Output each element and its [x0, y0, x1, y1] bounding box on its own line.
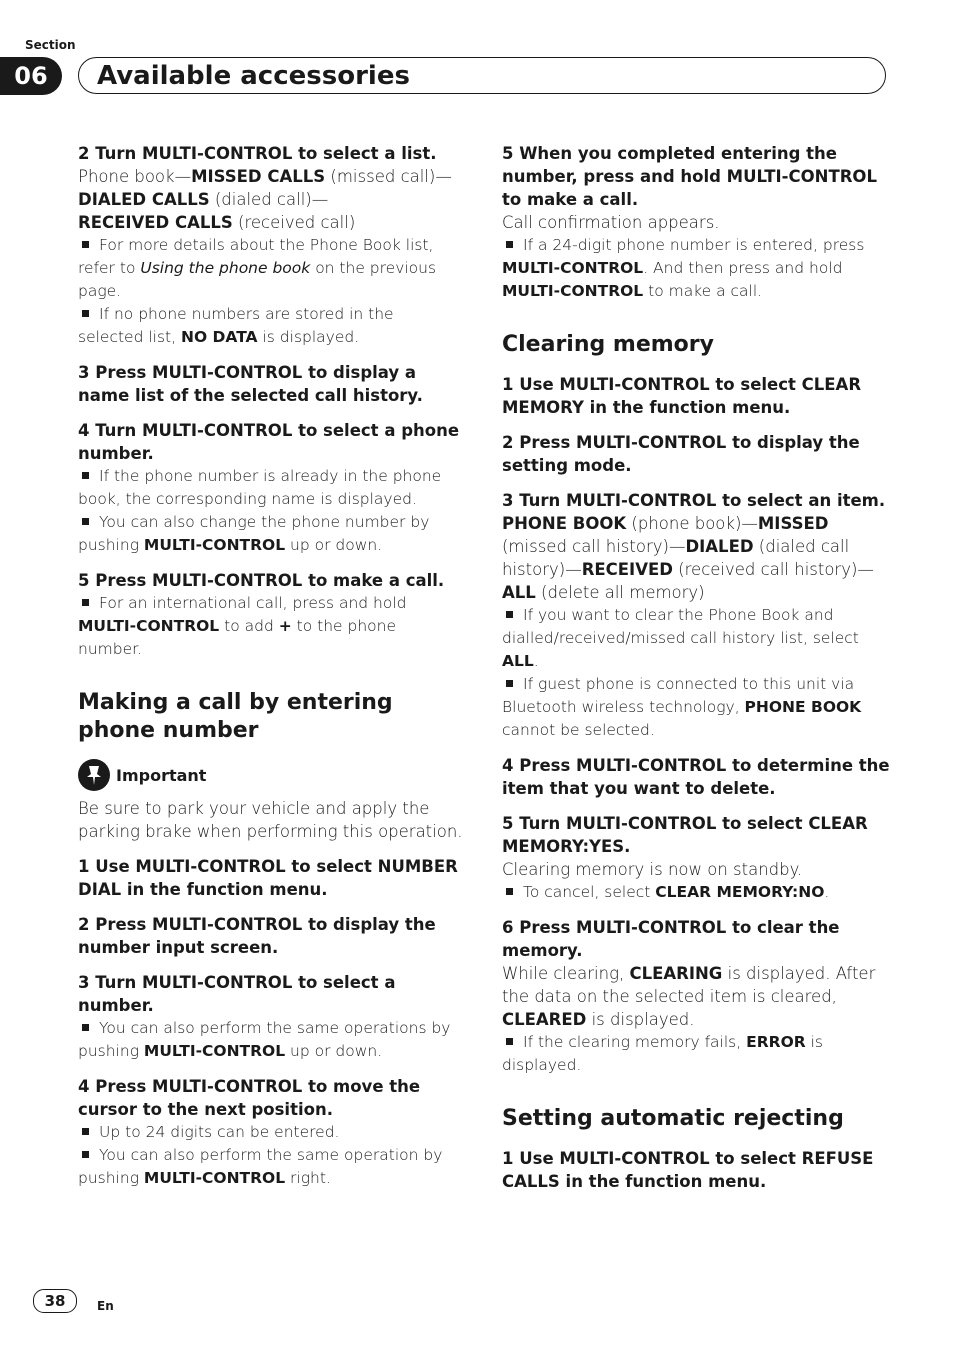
right-column	[502, 142, 894, 1205]
bullet-item: If the clearing memory fails, ERROR is displayed.	[502, 1033, 823, 1074]
bullet-item: You can also perform the same operation by pushing MULTI-CONTROL right.	[78, 1146, 443, 1187]
important-pin-icon	[78, 759, 110, 791]
bullet-square-icon	[82, 1151, 89, 1158]
step-heading: 2 Turn MULTI-CONTROL to select a list.	[78, 144, 437, 163]
body-text: RECEIVED CALLS (received call)	[78, 213, 356, 232]
step-heading: 2 Press MULTI-CONTROL to display the setting mode.	[502, 433, 860, 475]
section-heading: Clearing memory	[502, 332, 714, 357]
language-label: En	[97, 1299, 114, 1313]
step-heading: 4 Press MULTI-CONTROL to determine the item that you want to delete.	[502, 756, 890, 798]
step-heading: 1 Use MULTI-CONTROL to select REFUSE CALLS in the function menu.	[502, 1149, 874, 1191]
step-heading: 3 Turn MULTI-CONTROL to select a number.	[78, 973, 396, 1015]
bullet-square-icon	[506, 241, 513, 248]
section-heading: Setting automatic rejecting	[502, 1106, 844, 1131]
bullet-square-icon	[506, 1038, 513, 1045]
body-text: Phone book—MISSED CALLS (missed call)—	[78, 167, 452, 186]
bullet-square-icon	[82, 518, 89, 525]
bullet-square-icon	[506, 680, 513, 687]
important-label: Important	[116, 765, 207, 785]
bullet-item: Up to 24 digits can be entered.	[78, 1121, 463, 1144]
step-heading: 4 Press MULTI-CONTROL to move the cursor to the next position.	[78, 1077, 421, 1119]
bullet-item: You can also perform the same operations by pushing MULTI-CONTROL up or down.	[78, 1019, 451, 1060]
bullet-item: If guest phone is connected to this unit via Bluetooth wireless technology, PHONE BOOK cannot be selected.	[502, 675, 862, 739]
step-heading: 1 Use MULTI-CONTROL to select CLEAR MEMORY in the function menu.	[502, 375, 862, 417]
body-text: PHONE BOOK (phone book)—MISSED (missed call history)—DIALED (dialed call history)—RECEIVED (received call history)—ALL (delete all memory)	[502, 514, 874, 602]
step-heading: 5 When you completed entering the number, press and hold MULTI-CONTROL to make a call.	[502, 144, 877, 209]
step-heading: 4 Turn MULTI-CONTROL to select a phone number.	[78, 421, 460, 463]
bullet-square-icon	[506, 888, 513, 895]
page-title: Available accessories	[78, 57, 886, 94]
step-heading: 5 Turn MULTI-CONTROL to select CLEAR MEMORY:YES.	[502, 814, 868, 856]
step-heading: 6 Press MULTI-CONTROL to clear the memory.	[502, 918, 840, 960]
bullet-square-icon	[82, 599, 89, 606]
section-number-badge: 06	[0, 57, 62, 95]
step-heading: 2 Press MULTI-CONTROL to display the number input screen.	[78, 915, 436, 957]
important-callout	[78, 759, 463, 791]
section-label: Section	[25, 38, 76, 52]
bullet-item: For more details about the Phone Book list, refer to Using the phone book on the previous page.	[78, 236, 437, 300]
step-heading: 5 Press MULTI-CONTROL to make a call.	[78, 571, 445, 590]
bullet-item: If no phone numbers are stored in the selected list, NO DATA is displayed.	[78, 305, 394, 346]
step-heading: 3 Turn MULTI-CONTROL to select an item.	[502, 491, 886, 510]
bullet-item: If the phone number is already in the phone book, the corresponding name is displayed.	[78, 467, 442, 508]
bullet-square-icon	[506, 611, 513, 618]
bullet-square-icon	[82, 241, 89, 248]
bullet-item: You can also change the phone number by pushing MULTI-CONTROL up or down.	[78, 513, 430, 554]
bullet-square-icon	[82, 1128, 89, 1135]
bullet-square-icon	[82, 310, 89, 317]
page-number: 38	[33, 1289, 77, 1313]
bullet-square-icon	[82, 472, 89, 479]
bullet-item: If a 24-digit phone number is entered, press MULTI-CONTROL. And then press and hold MULTI-CONTROL to make a call.	[502, 236, 865, 300]
step-heading: 3 Press MULTI-CONTROL to display a name list of the selected call history.	[78, 363, 423, 405]
bullet-item: For an international call, press and hold MULTI-CONTROL to add + to the phone number.	[78, 594, 407, 658]
body-text: Clearing memory is now on standby.	[502, 860, 803, 879]
body-text: While clearing, CLEARING is displayed. After the data on the selected item is cleared, CLEARED is displayed.	[502, 964, 876, 1029]
bullet-item: If you want to clear the Phone Book and dialled/received/missed call history list, select ALL.	[502, 606, 859, 670]
section-heading: Making a call by entering phone number	[78, 690, 393, 743]
step-heading: 1 Use MULTI-CONTROL to select NUMBER DIAL in the function menu.	[78, 857, 458, 899]
body-text: DIALED CALLS (dialed call)—	[78, 190, 329, 209]
bullet-item: To cancel, select CLEAR MEMORY:NO.	[502, 881, 894, 904]
bullet-square-icon	[82, 1024, 89, 1031]
body-text: Call confirmation appears.	[502, 213, 720, 232]
important-text: Be sure to park your vehicle and apply the parking brake when performing this operation.	[78, 799, 463, 841]
left-column	[78, 142, 463, 1202]
